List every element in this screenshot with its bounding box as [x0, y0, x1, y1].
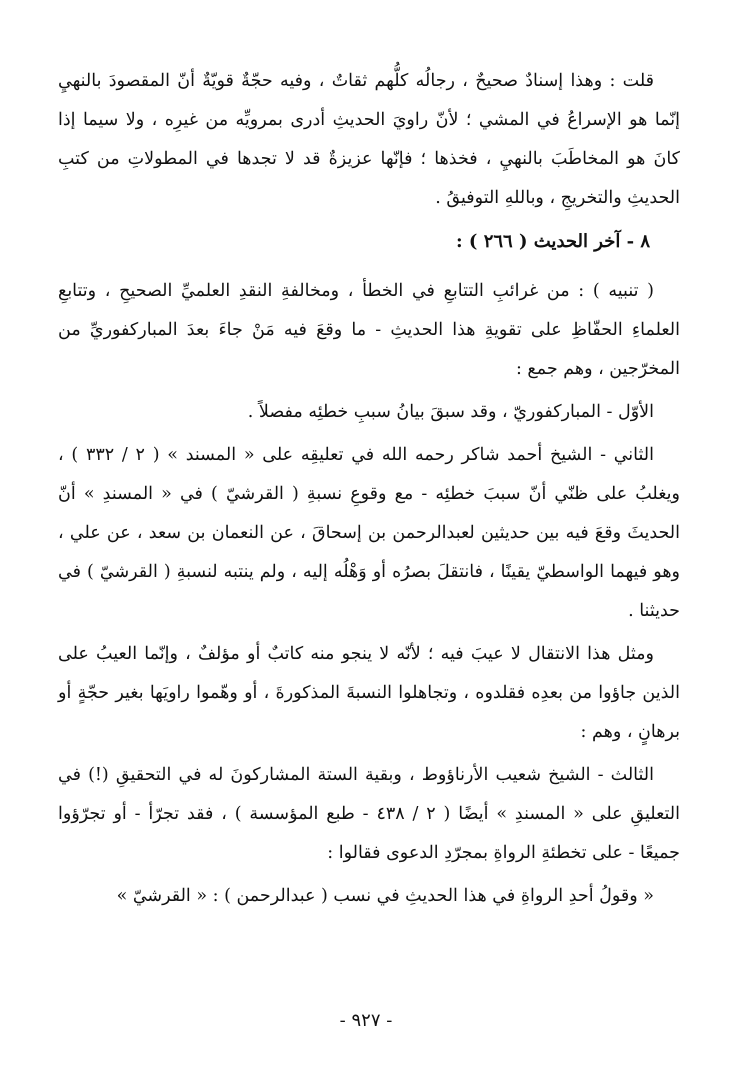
paragraph-text: الثالث - الشيخ شعيب الأرناؤوط ، وبقية الستة المشاركونَ له في التحقيقِ (!) في التعليقِ على « المسندِ » أيضًا ( ٢ / ٤٣٨ - طبع المؤسسة ) ، فقد تجرّأ - أو تجرّؤوا جميعًا - على تخطئةِ الرواةِ بمجرّدِ الدعوى فقالوا : — [58, 765, 681, 863]
paragraph-text: الأوّل - المباركفوريّ ، وقد سبقَ بيانُ سببِ خطئِه مفصلاً . — [247, 402, 654, 422]
paragraph-note — [58, 272, 680, 389]
paragraph-text: « وقولُ أحدِ الرواةِ في هذا الحديثِ في نسب ( عبدالرحمن ) : « القرشيّ » — [116, 886, 654, 906]
paragraph-third — [58, 756, 680, 873]
paragraph-second — [58, 436, 680, 631]
paragraph-text: قلت : وهذا إسنادٌ صحيحٌ ، رجالُه كلُّهم ثقاتٌ ، وفيه حجّةٌ قويّةٌ أنّ المقصودَ بالنهيِ إنّما هو الإسراعُ في المشي ؛ لأنّ راويَ الحديثِ أدرى بمرويِّه من غيرِه ، ولا سيما إذا كانَ هو المخاطَبَ بالنهيِ ، فخذها ؛ فإنّها عزيزةٌ قد لا تجدها في المطولاتِ من كتبِ الحديثِ والتخريجِ ، وباللهِ التوفيقُ . — [58, 71, 680, 208]
paragraph-first — [58, 393, 680, 432]
paragraph-text: الثاني - الشيخ أحمد شاكر رحمه الله في تعليقِه على « المسند » ( ٢ / ٣٣٢ ) ، ويغلبُ على ظنّي أنّ سببَ خطئِه - مع وقوعِ نسبةِ ( القرشيّ ) في « المسندِ » أنّ الحديثَ وقعَ فيه بين حديثين لعبدالرحمن بن إسحاقَ ، عن النعمان بن سعد ، عن علي ، وهو فيهما الواسطيّ يقينًا ، فانتقلَ بصرُه أو وَهْلُه إليه ، ولم ينتبه لنسبةِ ( القرشيّ ) في حديثنا . — [58, 445, 680, 621]
book-page — [58, 62, 680, 916]
page-number: - ٩٢٧ - — [339, 1010, 393, 1031]
paragraph-text: ( تنبيه ) : من غرائبِ التتابعِ في الخطأ ، ومخالفةِ النقدِ العلميِّ الصحيحِ ، وتتابعِ العلماءِ الحفّاظِ على تقويةِ هذا الحديثِ - ما وقعَ فيه مَنْ جاءَ بعدَ المباركفوريِّ من المخرّجين ، وهم جمع : — [58, 281, 680, 379]
paragraph-conclusion — [58, 62, 680, 218]
hadith-heading: ٨ - آخر الحديث ( ٢٦٦ ) : — [455, 231, 650, 252]
paragraph-criticism — [58, 635, 680, 752]
paragraph-quote — [58, 877, 680, 916]
paragraph-text: ومثل هذا الانتقال لا عيبَ فيه ؛ لأنّه لا ينجو منه كاتبٌ أو مؤلفٌ ، وإنّما العيبُ على الذين جاؤوا من بعدِه فقلدوه ، وتجاهلوا النسبةَ المذكورةَ ، أو وهّموا راويَها بغير حجّةٍ أو برهانٍ ، وهم : — [58, 644, 680, 742]
